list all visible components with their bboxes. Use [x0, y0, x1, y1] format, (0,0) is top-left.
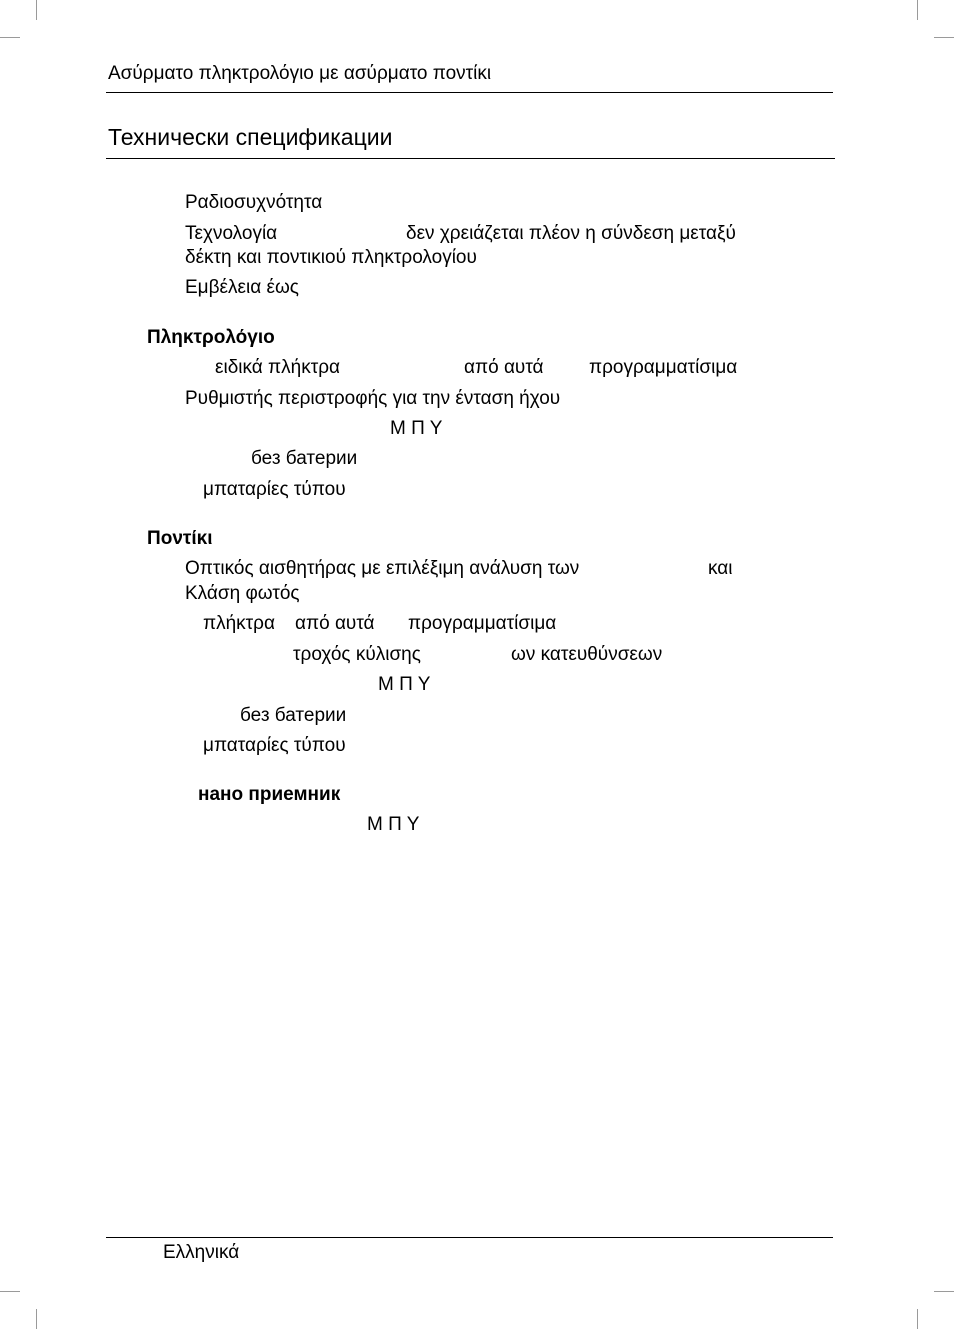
mouse-of-which: από αυτά — [295, 613, 375, 634]
technology-description: δεν χρειάζεται πλέον η σύνδεση μεταξύ — [406, 223, 736, 244]
crop-mark — [36, 1309, 37, 1329]
title-rule — [106, 158, 835, 159]
section-title: Технически спецификации — [108, 124, 393, 150]
technology-label: Τεχνολογία — [185, 223, 278, 244]
mouse-sensor: Οπτικός αισθητήρας με επιλέξιμη ανάλυση των — [185, 558, 580, 579]
crop-mark — [934, 1291, 954, 1292]
keyboard-heading: Πληκτρολόγιο — [147, 327, 275, 348]
radio-frequency-label: Ραδιοσυχνότητα — [185, 192, 323, 213]
crop-mark — [0, 37, 20, 38]
crop-mark — [917, 1309, 918, 1329]
running-title: Ασύρματο πληκτρολόγιο με ασύρματο ποντίκι — [108, 63, 492, 84]
mouse-battery-type: μπαταρίες τύπου — [203, 735, 346, 756]
nano-receiver-dimensions: Μ Π Υ — [367, 814, 420, 835]
mouse-light-class: Κλάση φωτός — [185, 583, 300, 604]
mouse-sensor-and: και — [708, 558, 733, 579]
mouse-heading: Ποντίκι — [147, 528, 213, 549]
keyboard-of-which: από αυτά — [464, 357, 544, 378]
crop-mark — [917, 0, 918, 20]
mouse-scroll-wheel: τροχός κύλισης — [293, 644, 421, 665]
crop-mark — [934, 37, 954, 38]
keyboard-battery-type: μπαταρίες τύπου — [203, 479, 346, 500]
crop-mark — [0, 1291, 20, 1292]
keyboard-dimensions: Μ Π Υ — [390, 418, 443, 439]
keyboard-volume-dial: Ρυθμιστής περιστροφής για την ένταση ήχου — [185, 388, 561, 409]
crop-mark — [36, 0, 37, 20]
keyboard-programmable: προγραμματίσιμα — [589, 357, 738, 378]
footer-language: Ελληνικά — [163, 1242, 240, 1263]
nano-receiver-heading: нано приемник — [198, 784, 341, 805]
mouse-keys: πλήκτρα — [203, 613, 275, 634]
mouse-weight: без батерии — [240, 705, 347, 726]
mouse-dimensions: Μ Π Υ — [378, 674, 431, 695]
header-rule — [106, 92, 833, 93]
technology-description-cont: δέκτη και ποντικιού πληκτρολογίου — [185, 247, 477, 268]
keyboard-special-keys: ειδικά πλήκτρα — [215, 357, 340, 378]
range-label: Εμβέλεια έως — [185, 277, 299, 298]
mouse-directions: ων κατευθύνσεων — [511, 644, 663, 665]
footer-rule — [106, 1237, 833, 1238]
keyboard-weight: без батерии — [251, 448, 358, 469]
mouse-programmable: προγραμματίσιμα — [408, 613, 557, 634]
